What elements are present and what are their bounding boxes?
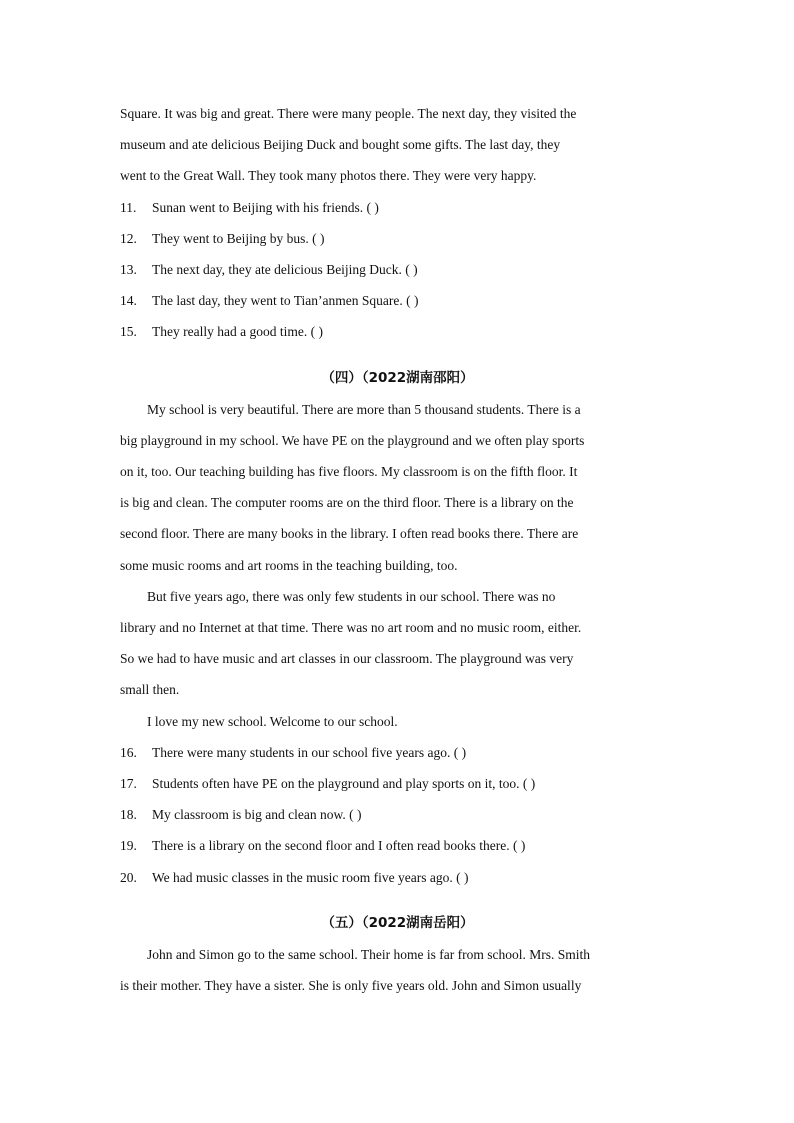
question-text: The last day, they went to Tian’anmen Square. ( ) — [152, 293, 419, 309]
question-19 — [120, 830, 675, 861]
passage-line: on it, too. Our teaching building has five floors. My classroom is on the fifth floor. It — [120, 464, 578, 480]
question-18 — [120, 799, 675, 830]
question-number: 11. — [120, 199, 137, 215]
passage-line: big playground in my school. We have PE on the playground and we often play sports — [120, 432, 585, 448]
question-number: 18. — [120, 807, 137, 823]
question-number: 14. — [120, 293, 137, 309]
passage-line: is their mother. They have a sister. She is only five years old. John and Simon usually — [120, 978, 582, 994]
document-page — [120, 98, 675, 1001]
question-number: 15. — [120, 324, 137, 340]
passage-5 — [120, 939, 675, 1001]
section-5-title: （五）（2022湖南岳阳） — [321, 914, 474, 931]
passage-line: second floor. There are many books in the library. I often read books there. There are — [120, 526, 579, 542]
question-17 — [120, 768, 675, 799]
question-11 — [120, 192, 675, 223]
passage-4 — [120, 394, 675, 737]
question-number: 12. — [120, 230, 137, 246]
question-13 — [120, 254, 675, 285]
question-12 — [120, 223, 675, 254]
question-text: The next day, they ate delicious Beijing Duck. ( ) — [152, 261, 418, 277]
question-20 — [120, 862, 675, 893]
passage-line: is big and clean. The computer rooms are on the third floor. There is a library on the — [120, 495, 574, 511]
passage-line: went to the Great Wall. They took many photos there. They were very happy. — [120, 168, 537, 184]
passage-line: Square. It was big and great. There were many people. The next day, they visited the — [120, 106, 577, 121]
passage-line: But five years ago, there was only few students in our school. There was no — [147, 588, 556, 604]
question-text: We had music classes in the music room five years ago. ( ) — [152, 869, 469, 885]
passage-line: museum and ate delicious Beijing Duck and bought some gifts. The last day, they — [120, 137, 561, 153]
question-text: My classroom is big and clean now. ( ) — [152, 807, 362, 823]
passage-line: I love my new school. Welcome to our school. — [147, 713, 398, 729]
passage-line: small then. — [120, 682, 180, 698]
section-4-title: （四）（2022湖南邵阳） — [321, 369, 474, 386]
question-text: There were many students in our school five years ago. ( ) — [152, 744, 467, 760]
question-number: 13. — [120, 261, 137, 277]
question-text: They went to Beijing by bus. ( ) — [152, 230, 325, 246]
passage-line: library and no Internet at that time. There was no art room and no music room, either. — [120, 620, 582, 635]
question-text: Students often have PE on the playground and play sports on it, too. ( ) — [152, 775, 536, 791]
passage-line: some music rooms and art rooms in the teaching building, too. — [120, 557, 458, 573]
question-number: 19. — [120, 838, 137, 854]
passage-line: So we had to have music and art classes in our classroom. The playground was very — [120, 651, 574, 667]
question-text: Sunan went to Beijing with his friends. ( ) — [152, 199, 379, 215]
question-16 — [120, 737, 675, 768]
question-text: There is a library on the second floor and I often read books there. ( ) — [152, 838, 526, 854]
questions-16-20 — [120, 737, 675, 893]
question-text: They really had a good time. ( ) — [152, 324, 323, 340]
questions-11-15 — [120, 192, 675, 348]
question-number: 16. — [120, 744, 137, 760]
question-number: 20. — [120, 869, 137, 885]
question-15 — [120, 316, 675, 347]
passage-3-continued — [120, 98, 675, 192]
passage-line: My school is very beautiful. There are more than 5 thousand students. There is a — [147, 401, 581, 417]
question-number: 17. — [120, 775, 137, 791]
passage-line: John and Simon go to the same school. Their home is far from school. Mrs. Smith — [147, 946, 590, 962]
question-14 — [120, 285, 675, 316]
